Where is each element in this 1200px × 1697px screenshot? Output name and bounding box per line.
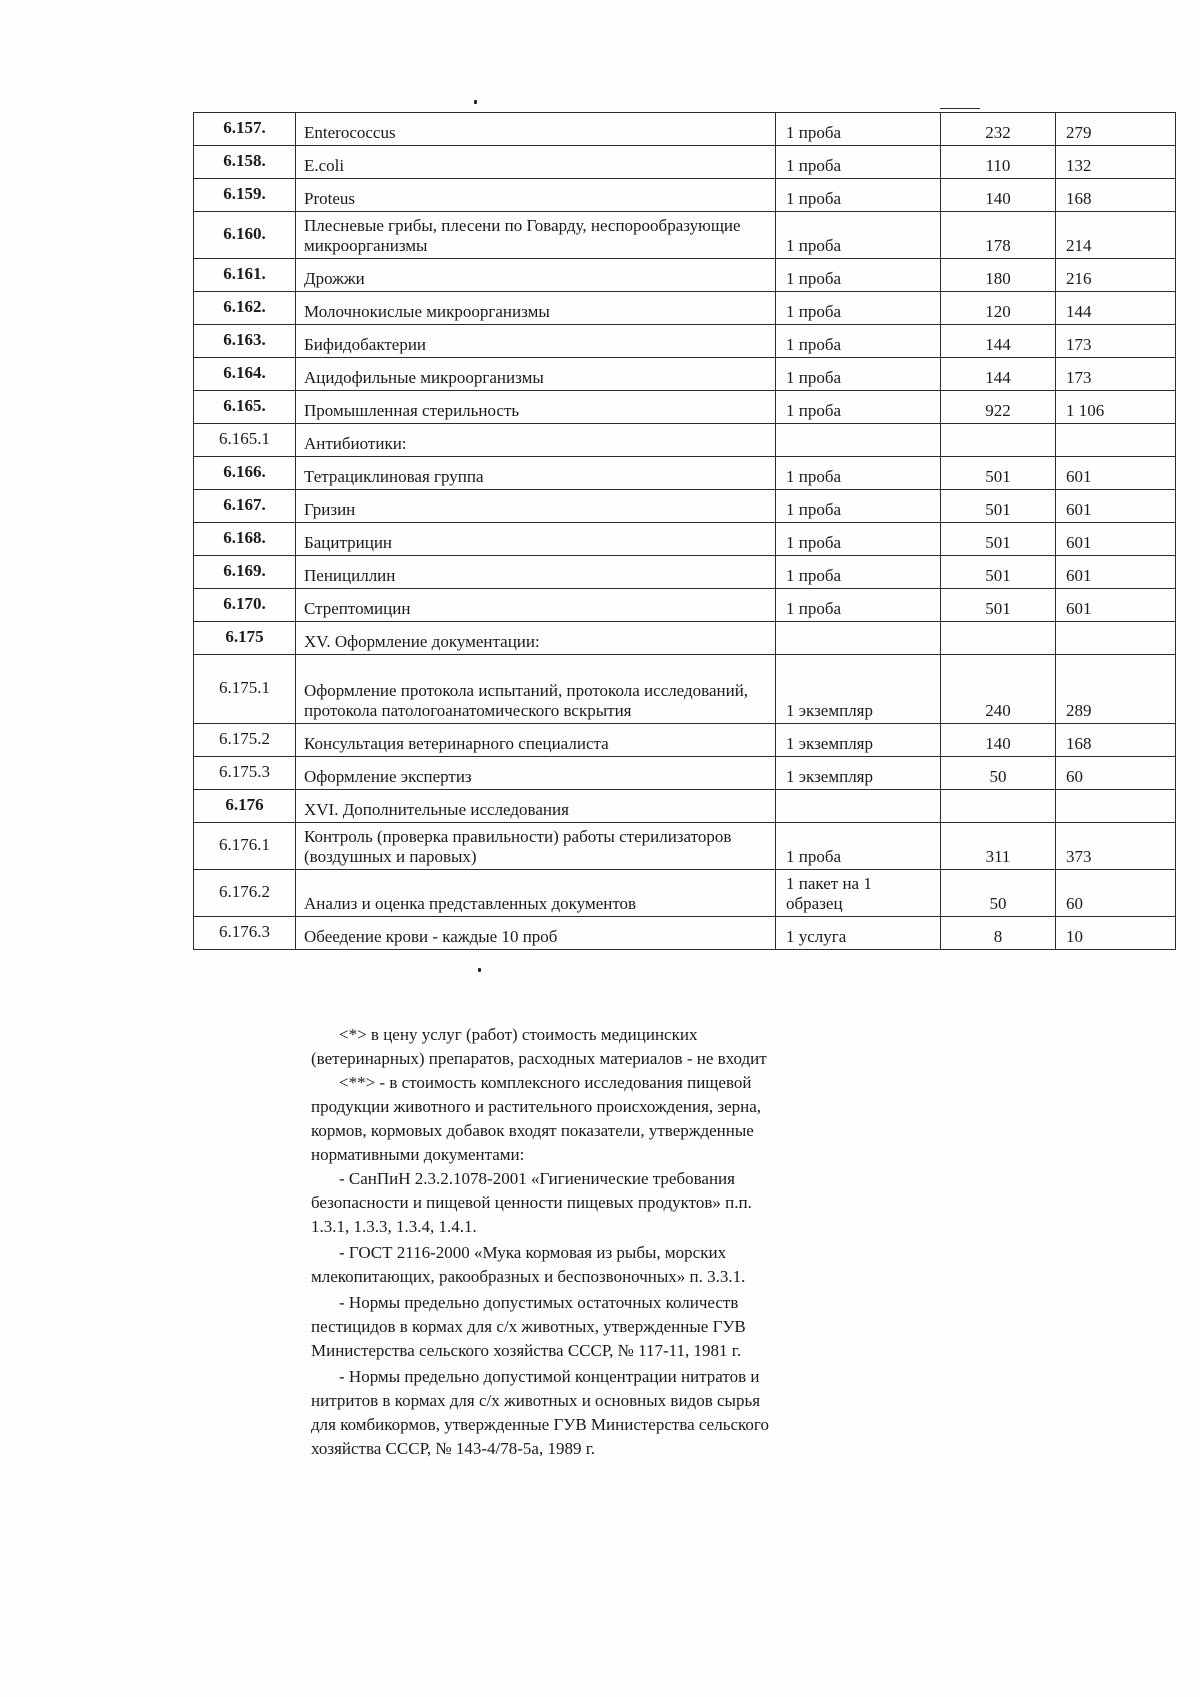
footnote-list-item: - ГОСТ 2116-2000 «Мука кормовая из рыбы, морских млекопитающих, ракообразных и беспозвоночных» п. 3.3.1. xyxy=(311,1243,746,1286)
item-code-cell: 6.157. xyxy=(194,113,296,146)
table-row xyxy=(194,391,1176,424)
service-name-cell: XV. Оформление документации: xyxy=(296,622,776,655)
price-cell: 144 xyxy=(941,325,1056,358)
item-code-cell: 6.158. xyxy=(194,146,296,179)
service-name-cell: Контроль (проверка правильности) работы стерилизаторов (воздушных и паровых) xyxy=(296,823,776,870)
service-name-cell: XVI. Дополнительные исследования xyxy=(296,790,776,823)
service-name-cell: Тетрациклиновая группа xyxy=(296,457,776,490)
unit-cell: 1 проба xyxy=(776,556,941,589)
service-name-cell: Стрептомицин xyxy=(296,589,776,622)
table-row xyxy=(194,179,1176,212)
service-name-cell: E.coli xyxy=(296,146,776,179)
price-cell xyxy=(941,790,1056,823)
price-with-vat-cell: 601 xyxy=(1056,523,1176,556)
table-row xyxy=(194,457,1176,490)
unit-cell: 1 проба xyxy=(776,325,941,358)
price-with-vat-cell: 173 xyxy=(1056,358,1176,391)
price-cell: 50 xyxy=(941,757,1056,790)
unit-cell: 1 проба xyxy=(776,179,941,212)
price-with-vat-cell: 289 xyxy=(1056,655,1176,724)
unit-cell: 1 проба xyxy=(776,358,941,391)
price-with-vat-cell: 601 xyxy=(1056,457,1176,490)
price-cell: 178 xyxy=(941,212,1056,259)
item-code-cell: 6.165. xyxy=(194,391,296,424)
service-name-cell: Оформление протокола испытаний, протокола исследований, протокола патологоанатомического вскрытия xyxy=(296,655,776,724)
service-name-cell: Промышленная стерильность xyxy=(296,391,776,424)
service-name-cell: Бацитрицин xyxy=(296,523,776,556)
table-row xyxy=(194,292,1176,325)
price-with-vat-cell: 1 106 xyxy=(1056,391,1176,424)
price-with-vat-cell xyxy=(1056,790,1176,823)
table-top-edge xyxy=(940,108,980,109)
item-code-cell: 6.175.2 xyxy=(194,724,296,757)
item-code-cell: 6.175.3 xyxy=(194,757,296,790)
service-name-cell: Proteus xyxy=(296,179,776,212)
unit-cell: 1 экземпляр xyxy=(776,724,941,757)
footnote-double-asterisk: <**> - в стоимость комплексного исследования пищевой продукции животного и растительного происхождения, зерна, кормов, кормовых добавок входят показатели, утвержденные нормативными документами: xyxy=(311,1073,762,1164)
unit-cell: 1 проба xyxy=(776,292,941,325)
table-row xyxy=(194,523,1176,556)
price-with-vat-cell: 216 xyxy=(1056,259,1176,292)
price-cell xyxy=(941,622,1056,655)
price-cell: 501 xyxy=(941,523,1056,556)
scan-speck xyxy=(474,100,477,104)
price-with-vat-cell: 60 xyxy=(1056,870,1176,917)
table-row xyxy=(194,556,1176,589)
price-cell: 140 xyxy=(941,179,1056,212)
price-cell: 140 xyxy=(941,724,1056,757)
price-cell: 501 xyxy=(941,556,1056,589)
price-with-vat-cell: 373 xyxy=(1056,823,1176,870)
item-code-cell: 6.160. xyxy=(194,212,296,259)
item-code-cell: 6.159. xyxy=(194,179,296,212)
table-row xyxy=(194,757,1176,790)
price-cell: 8 xyxy=(941,917,1056,950)
price-table xyxy=(193,112,1176,950)
table-row xyxy=(194,113,1176,146)
table-row xyxy=(194,424,1176,457)
item-code-cell: 6.175 xyxy=(194,622,296,655)
unit-cell: 1 проба xyxy=(776,259,941,292)
unit-cell: 1 проба xyxy=(776,391,941,424)
unit-cell: 1 проба xyxy=(776,823,941,870)
unit-cell: 1 проба xyxy=(776,212,941,259)
item-code-cell: 6.176.1 xyxy=(194,823,296,870)
item-code-cell: 6.169. xyxy=(194,556,296,589)
unit-cell: 1 проба xyxy=(776,146,941,179)
price-with-vat-cell: 168 xyxy=(1056,179,1176,212)
unit-cell: 1 проба xyxy=(776,457,941,490)
item-code-cell: 6.162. xyxy=(194,292,296,325)
unit-cell xyxy=(776,790,941,823)
price-with-vat-cell xyxy=(1056,424,1176,457)
item-code-cell: 6.176.2 xyxy=(194,870,296,917)
item-code-cell: 6.163. xyxy=(194,325,296,358)
item-code-cell: 6.175.1 xyxy=(194,655,296,724)
footnote-list-item: - СанПиН 2.3.2.1078-2001 «Гигиенические требования безопасности и пищевой ценности пищевых продуктов» п.п. 1.3.1, 1.3.3, 1.3.4, 1.4.1. xyxy=(311,1169,752,1236)
price-cell: 311 xyxy=(941,823,1056,870)
price-cell: 232 xyxy=(941,113,1056,146)
service-name-cell: Enterococcus xyxy=(296,113,776,146)
price-cell: 501 xyxy=(941,589,1056,622)
service-name-cell: Ацидофильные микроорганизмы xyxy=(296,358,776,391)
table-row xyxy=(194,146,1176,179)
table-row xyxy=(194,622,1176,655)
table-row xyxy=(194,870,1176,917)
unit-cell: 1 проба xyxy=(776,523,941,556)
item-code-cell: 6.176.3 xyxy=(194,917,296,950)
price-cell: 501 xyxy=(941,457,1056,490)
unit-cell: 1 проба xyxy=(776,113,941,146)
price-with-vat-cell: 601 xyxy=(1056,490,1176,523)
item-code-cell: 6.176 xyxy=(194,790,296,823)
service-name-cell: Бифидобактерии xyxy=(296,325,776,358)
table-row xyxy=(194,212,1176,259)
price-cell: 120 xyxy=(941,292,1056,325)
service-name-cell: Плесневые грибы, плесени по Говарду, неспорообразующие микроорганизмы xyxy=(296,212,776,259)
unit-cell: 1 услуга xyxy=(776,917,941,950)
item-code-cell: 6.168. xyxy=(194,523,296,556)
table-row xyxy=(194,790,1176,823)
price-cell: 50 xyxy=(941,870,1056,917)
item-code-cell: 6.167. xyxy=(194,490,296,523)
table-row xyxy=(194,490,1176,523)
table-row xyxy=(194,823,1176,870)
price-with-vat-cell: 168 xyxy=(1056,724,1176,757)
unit-cell xyxy=(776,622,941,655)
unit-cell: 1 экземпляр xyxy=(776,757,941,790)
service-name-cell: Дрожжи xyxy=(296,259,776,292)
table-row xyxy=(194,724,1176,757)
table-row xyxy=(194,325,1176,358)
item-code-cell: 6.170. xyxy=(194,589,296,622)
price-cell: 144 xyxy=(941,358,1056,391)
unit-cell: 1 проба xyxy=(776,490,941,523)
price-cell: 180 xyxy=(941,259,1056,292)
item-code-cell: 6.164. xyxy=(194,358,296,391)
scan-speck xyxy=(478,968,481,972)
service-name-cell: Пенициллин xyxy=(296,556,776,589)
footnotes xyxy=(311,1023,771,1461)
service-name-cell: Гризин xyxy=(296,490,776,523)
table-row xyxy=(194,259,1176,292)
item-code-cell: 6.166. xyxy=(194,457,296,490)
table-row xyxy=(194,917,1176,950)
price-with-vat-cell xyxy=(1056,622,1176,655)
footnote-list-item: - Нормы предельно допустимой концентрации нитратов и нитритов в кормах для с/х животных и основных видов сырья для комбикормов, утвержденные ГУВ Министерства сельского хозяйства СССР, № 143-4/78-5а, 1989 г. xyxy=(311,1367,769,1458)
price-with-vat-cell: 132 xyxy=(1056,146,1176,179)
price-with-vat-cell: 214 xyxy=(1056,212,1176,259)
service-name-cell: Анализ и оценка представленных документов xyxy=(296,870,776,917)
price-cell xyxy=(941,424,1056,457)
table-row xyxy=(194,589,1176,622)
price-with-vat-cell: 601 xyxy=(1056,589,1176,622)
service-name-cell: Молочнокислые микроорганизмы xyxy=(296,292,776,325)
price-with-vat-cell: 279 xyxy=(1056,113,1176,146)
price-with-vat-cell: 144 xyxy=(1056,292,1176,325)
item-code-cell: 6.165.1 xyxy=(194,424,296,457)
price-with-vat-cell: 173 xyxy=(1056,325,1176,358)
price-cell: 501 xyxy=(941,490,1056,523)
footnote-list-item: - Нормы предельно допустимых остаточных количеств пестицидов в кормах для с/х животных, утвержденные ГУВ Министерства сельского хозяйства СССР, № 117-11, 1981 г. xyxy=(311,1293,746,1360)
unit-cell xyxy=(776,424,941,457)
table-row xyxy=(194,655,1176,724)
service-name-cell: Консультация ветеринарного специалиста xyxy=(296,724,776,757)
table-row xyxy=(194,358,1176,391)
service-name-cell: Обеедение крови - каждые 10 проб xyxy=(296,917,776,950)
service-name-cell: Антибиотики: xyxy=(296,424,776,457)
footnote-single-asterisk: <*> в цену услуг (работ) стоимость медицинских (ветеринарных) препаратов, расходных материалов - не входит xyxy=(311,1025,767,1068)
unit-cell: 1 пакет на 1 образец xyxy=(776,870,941,917)
price-cell: 240 xyxy=(941,655,1056,724)
unit-cell: 1 экземпляр xyxy=(776,655,941,724)
price-with-vat-cell: 601 xyxy=(1056,556,1176,589)
unit-cell: 1 проба xyxy=(776,589,941,622)
service-name-cell: Оформление экспертиз xyxy=(296,757,776,790)
price-with-vat-cell: 10 xyxy=(1056,917,1176,950)
price-cell: 922 xyxy=(941,391,1056,424)
price-cell: 110 xyxy=(941,146,1056,179)
price-table-body xyxy=(194,113,1176,950)
price-with-vat-cell: 60 xyxy=(1056,757,1176,790)
item-code-cell: 6.161. xyxy=(194,259,296,292)
